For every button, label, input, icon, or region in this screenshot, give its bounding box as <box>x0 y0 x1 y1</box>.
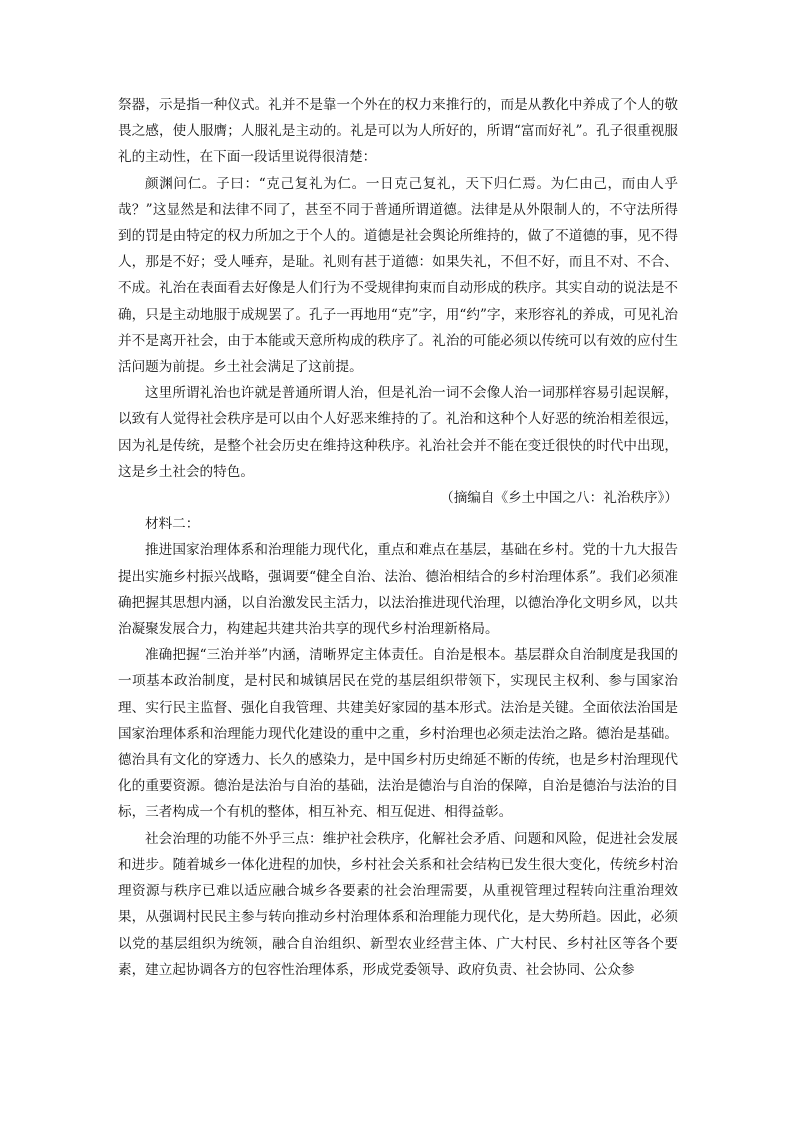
paragraph-1: 祭器，示是指一种仪式。礼并不是靠一个外在的权力来推行的，而是从教化中养成了个人的敬畏之感，使人服膺；人服礼是主动的。礼是可以为人所好的，所谓“富而好礼”。孔子很重视服礼的主动性，在下面一段话里说得很清楚： <box>118 97 678 166</box>
section-2-paragraph-3: 社会治理的功能不外乎三点：维护社会秩序，化解社会矛盾、问题和风险，促进社会发展和进步。随着城乡一体化进程的加快，乡村社会关系和社会结构已发生很大变化，传统乡村治理资源与秩序已难以适应融合城乡各要素的社会治理需要，从重视管理过程转向注重治理效果，从强调村民民主参与转向推动乡村治理体系和治理能力现代化，是大势所趋。因此，必须以党的基层组织为统领，融合自治组织、新型农业经营主体、广大村民、乡村社区等各个要素，建立起协调各方的包容性治理体系，形成党委领导、政府负责、社会协同、公众参 <box>118 830 678 978</box>
section-2-paragraph-2: 准确把握“三治并举”内涵，清晰界定主体责任。自治是根本。基层群众自治制度是我国的一项基本政治制度，是村民和城镇居民在党的基层组织带领下，实现民主权利、参与国家治理、实行民主监督、强化自我管理、共建美好家园的基本形式。法治是关键。全面依法治国是国家治理体系和治理能力现代化建设的重中之重，乡村治理也必须走法治之路。德治是基础。德治具有文化的穿透力、长久的感染力，是中国乡村历史绵延不断的传统，也是乡村治理现代化的重要资源。德治是法治与自治的基础，法治是德治与自治的保障，自治是德治与法治的目标，三者构成一个有机的整体，相互补充、相互促进、相得益彰。 <box>118 647 678 821</box>
section-2-paragraph-1: 推进国家治理体系和治理能力现代化，重点和难点在基层，基础在乡村。党的十九大报告提出实施乡村振兴战略，强调要“健全自治、法治、德治相结合的乡村治理体系”。我们必须准确把握其思想内涵，以自治激发民主活力，以法治推进现代治理，以德治净化文明乡风，以共治凝聚发展合力，构建起共建共治共享的现代乡村治理新格局。 <box>118 542 678 638</box>
document-page <box>118 92 678 983</box>
source-note: （摘编自《乡土中国之八：礼治秩序》） <box>440 490 678 507</box>
paragraph-2: 颜渊问仁。子曰：“克己复礼为仁。一日克己复礼，天下归仁焉。为仁由己，而由人乎哉？”这显然是和法律不同了，甚至不同于普通所谓道德。法律是从外限制人的，不守法所得到的罚是由特定的权力所加之于个人的。道德是社会舆论所维持的，做了不道德的事，见不得人，那是不好；受人唾弃，是耻。礼则有甚于道德：如果失礼，不但不好，而且不对、不合、不成。礼治在表面看去好像是人们行为不受规律拘束而自动形成的秩序。其实自动的说法是不确，只是主动地服于成规罢了。孔子一再地用“克”字，用“约”字，来形容礼的养成，可见礼治并不是离开社会，由于本能或天意所构成的秩序了。礼治的可能必须以传统可以有效的应付生活问题为前提。乡土社会满足了这前提。 <box>118 175 678 376</box>
section-2-title: 材料二： <box>145 516 200 533</box>
paragraph-3: 这里所谓礼治也许就是普通所谓人治，但是礼治一词不会像人治一词那样容易引起误解，以致有人觉得社会秩序是可以由个人好恶来维持的了。礼治和这种个人好恶的统治相差很远，因为礼是传统，是整个社会历史在维持这种秩序。礼治社会并不能在变迁很快的时代中出现，这是乡土社会的特色。 <box>118 385 678 480</box>
